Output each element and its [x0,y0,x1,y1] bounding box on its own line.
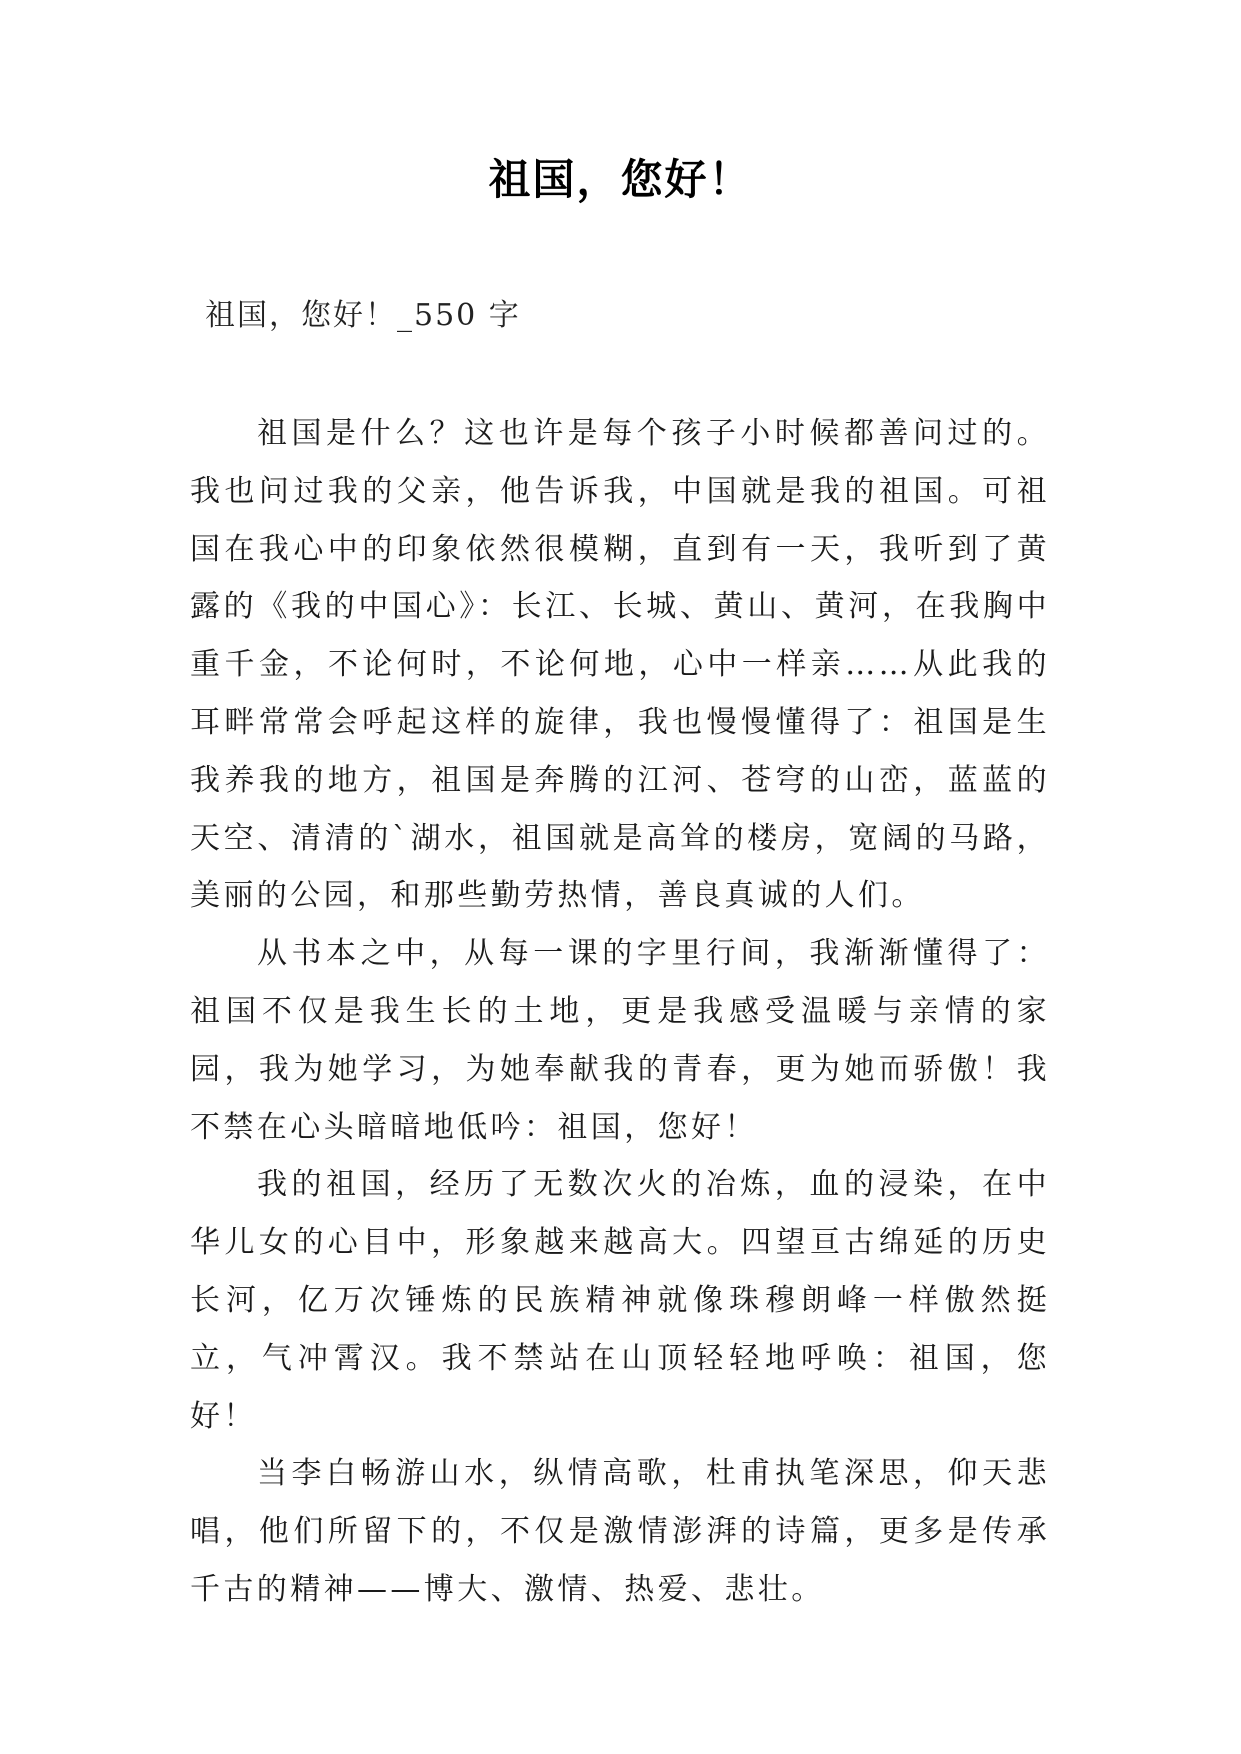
paragraph-4: 当李白畅游山水，纵情高歌，杜甫执笔深思，仰天悲唱，他们所留下的，不仅是激情澎湃的诗篇，更多是传承千古的精神——博大、激情、热爱、悲壮。 [190,1456,1050,1607]
paragraph-1: 祖国是什么？这也许是每个孩子小时候都善问过的。我也问过我的父亲，他告诉我，中国就是我的祖国。可祖国在我心中的印象依然很模糊，直到有一天，我听到了黄露的《我的中国心》：长江、长城、黄山、黄河，在我胸中重千金，不论何时，不论何地，心中一样亲……从此我的耳畔常常会呼起这样的旋律，我也慢慢懂得了：祖国是生我养我的地方，祖国是奔腾的江河、苍穹的山峦，蓝蓝的天空、清清的`湖水，祖国就是高耸的楼房，宽阔的马路，美丽的公园，和那些勤劳热情，善良真诚的人们。 [190,416,1050,914]
document-subtitle: 祖国，您好！_550 字 [205,298,521,333]
document-title: 祖国，您好！ [488,155,753,204]
paragraph-3: 我的祖国，经历了无数次火的冶炼，血的浸染，在中华儿女的心目中，形象越来越高大。四望亘古绵延的历史长河，亿万次锤炼的民族精神就像珠穆朗峰一样傲然挺立，气冲霄汉。我不禁站在山顶轻轻地呼唤：祖国，您好！ [190,1167,1050,1434]
paragraph-2: 从书本之中，从每一课的字里行间，我渐渐懂得了：祖国不仅是我生长的土地，更是我感受温暖与亲情的家园，我为她学习，为她奉献我的青春，更为她而骄傲！我不禁在心头暗暗地低吟：祖国，您好！ [190,936,1050,1145]
document-body [190,405,1050,1619]
